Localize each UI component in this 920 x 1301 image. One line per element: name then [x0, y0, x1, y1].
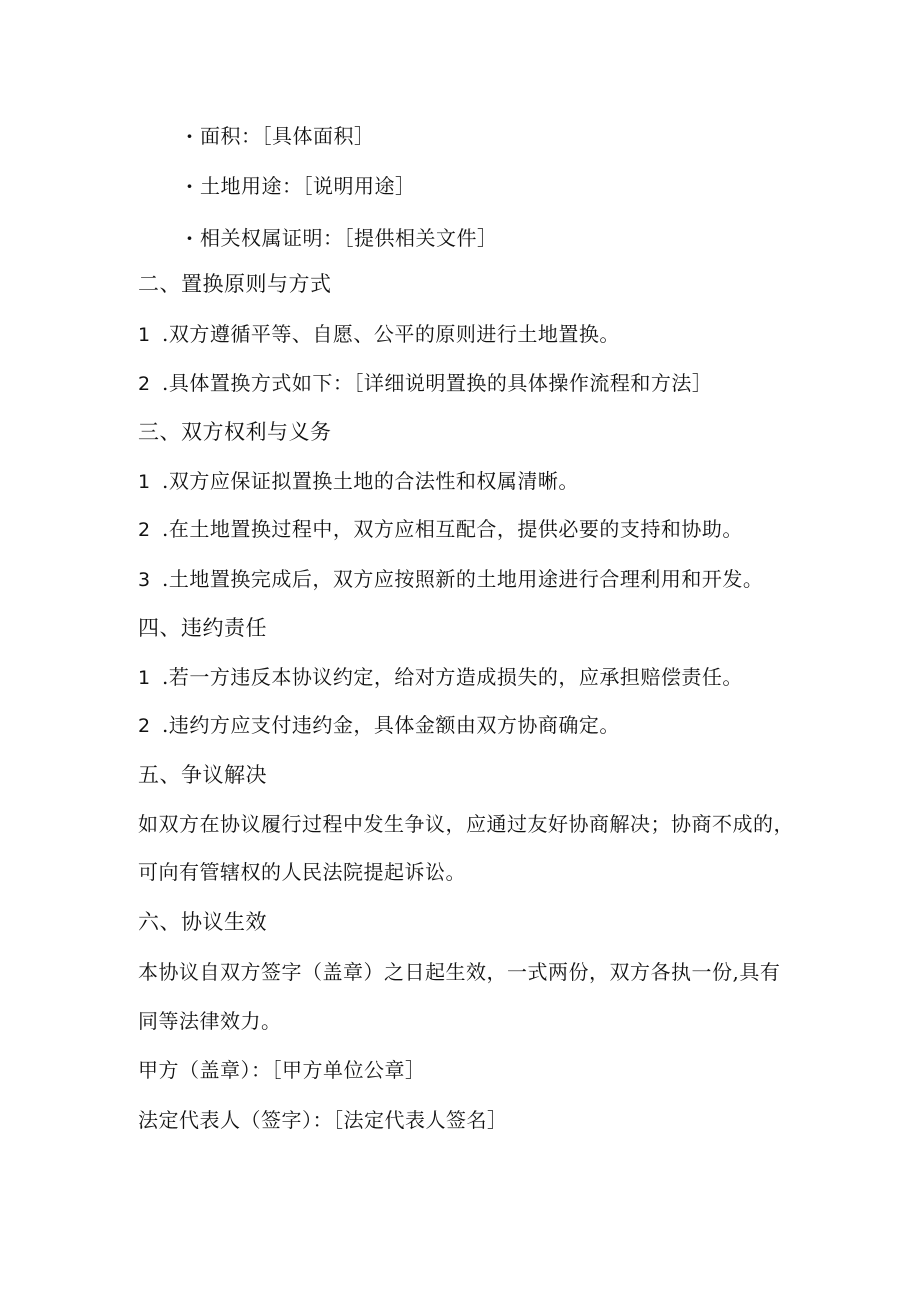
signature-party-a: 甲方（盖章）：［甲方单位公章］ — [138, 1058, 426, 1082]
paragraph-line: 同等法律效力。 — [138, 1009, 282, 1033]
section-heading-liability: 四、违约责任 — [138, 616, 267, 640]
clause-item — [138, 565, 763, 594]
clause-item — [138, 515, 743, 544]
clause-text: .在土地置换过程中，双方应相互配合，提供必要的支持和协助。 — [162, 517, 743, 541]
clause-item — [138, 369, 712, 398]
clause-number: 1 — [138, 471, 151, 493]
paragraph-line: 如双方在协议履行过程中发生争议，应通过友好协商解决；协商不成的， — [138, 812, 794, 836]
section-heading-disputes: 五、争议解决 — [138, 763, 267, 787]
clause-number: 3 — [138, 569, 151, 591]
bullet-text-land-use: 土地用途：［说明用途］ — [200, 174, 416, 198]
bullet-ownership-proof — [186, 224, 498, 252]
clause-text: .具体置换方式如下：［详细说明置换的具体操作流程和方法］ — [162, 371, 713, 395]
clause-item — [138, 467, 579, 496]
clause-item — [138, 663, 743, 692]
bullet-marker: · — [186, 124, 194, 148]
clause-number: 2 — [138, 373, 151, 395]
section-heading-principles: 二、置换原则与方式 — [138, 272, 332, 296]
clause-number: 1 — [138, 324, 151, 346]
bullet-marker: · — [186, 174, 194, 198]
clause-text: .若一方违反本协议约定，给对方造成损失的，应承担赔偿责任。 — [162, 665, 743, 689]
clause-text: .违约方应支付违约金，具体金额由双方协商确定。 — [162, 713, 620, 737]
clause-item — [138, 711, 620, 740]
signature-legal-representative: 法定代表人（签字）：［法定代表人签名］ — [138, 1108, 508, 1132]
clause-text: .双方应保证拟置换土地的合法性和权属清晰。 — [162, 469, 579, 493]
bullet-marker: · — [186, 226, 194, 250]
paragraph-line: 本协议自双方签字（盖章）之日起生效，一式两份，双方各执一份,具有 — [138, 960, 781, 984]
bullet-text-ownership-proof: 相关权属证明：［提供相关文件］ — [200, 226, 498, 250]
clause-number: 1 — [138, 667, 151, 689]
bullet-area — [186, 122, 375, 150]
section-heading-effectiveness: 六、协议生效 — [138, 910, 267, 934]
clause-text: .土地置换完成后，双方应按照新的土地用途进行合理利用和开发。 — [162, 567, 764, 591]
clause-number: 2 — [138, 519, 151, 541]
clause-number: 2 — [138, 715, 151, 737]
bullet-land-use — [186, 172, 416, 200]
section-heading-rights: 三、双方权利与义务 — [138, 420, 332, 444]
clause-item — [138, 320, 620, 349]
paragraph-line: 可向有管辖权的人民法院提起诉讼。 — [138, 860, 466, 884]
clause-text: .双方遵循平等、自愿、公平的原则进行土地置换。 — [162, 322, 620, 346]
bullet-text-area: 面积：［具体面积］ — [200, 124, 375, 148]
